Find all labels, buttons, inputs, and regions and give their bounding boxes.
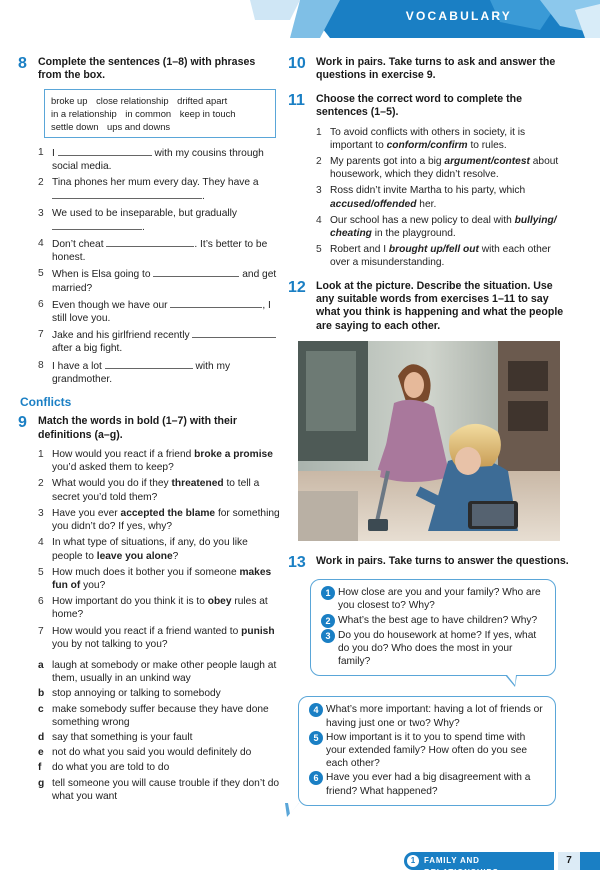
phrase: in a relationship — [51, 107, 117, 119]
answer-blank[interactable] — [52, 220, 142, 230]
question-item: 4 In what type of situations, if any, do you like people to leave you alone? — [38, 537, 248, 562]
sentence-item: 6 Even though we have our , I still love you. — [38, 298, 271, 325]
exercise-instruction: Work in pairs. Take turns to answer the questions. — [316, 555, 569, 568]
exercise-number: 11 — [288, 91, 305, 109]
sentence-item: 5 When is Elsa going to and get married? — [38, 268, 277, 294]
question-item: 3 Have you ever accepted the blame for something you didn’t do? If yes, why? — [38, 507, 280, 533]
exercise-instruction: Match the words in bold (1–7) with their definitions (a–g). — [38, 415, 237, 441]
sentence-item: 3 Ross didn’t invite Martha to his party, which accused/offended her. — [316, 185, 526, 210]
question-number-badge: 2 — [321, 614, 335, 628]
sentence-item: 5 Robert and I brought up/fell out with each other over a misunderstanding. — [316, 244, 551, 269]
footer-decoration — [580, 852, 600, 870]
bubble-question: 6 Have you ever had a big disagreement with a friend? What happened? — [309, 771, 547, 797]
sentence-item: 8 I have a lot with my grandmother. — [38, 359, 231, 385]
question-item: 5 How much does it bother you if someone makes fun of you? — [38, 566, 272, 591]
phrase: drifted apart — [177, 94, 228, 106]
page-number: 7 — [558, 852, 580, 870]
definition-item: f do what you are told to do — [38, 762, 170, 774]
exercise-12-heading — [288, 280, 570, 334]
question-number-badge: 6 — [309, 771, 323, 785]
header-banner — [0, 0, 600, 38]
bubble-question: 5 How important is it to you to spend time with your extended family? How often do you see each other? — [309, 731, 547, 771]
exercise-9-heading — [18, 415, 280, 442]
sentence-item: 1 To avoid conflicts with others in society, it is important to conform/confirm to rules. — [316, 126, 526, 151]
question-item: 2 What would you do if they threatened to tell a secret you’d told them? — [38, 478, 260, 503]
exercise-8-heading — [18, 56, 280, 83]
answer-blank[interactable] — [106, 237, 194, 247]
word-choice[interactable]: brought up/fell out — [388, 244, 479, 256]
bubble-tail-inner — [288, 803, 299, 814]
exercise-number: 12 — [288, 278, 306, 296]
word-choice[interactable]: argument/contest — [444, 156, 530, 168]
exercise-instruction: Work in pairs. Take turns to ask and answer the questions in exercise 9. — [316, 56, 556, 82]
question-item: 7 How would you react if a friend wanted to punish you by not talking to you? — [38, 625, 275, 650]
question-number-badge: 3 — [321, 629, 335, 643]
sentence-item: 3 We used to be inseparable, but gradually . — [38, 207, 238, 233]
answer-blank[interactable] — [192, 328, 276, 338]
question-number-badge: 5 — [309, 731, 323, 745]
answer-blank[interactable] — [153, 267, 239, 277]
bubble-question: 3 Do you do housework at home? If yes, what do you do? Who does the most in your family? — [321, 629, 547, 669]
exercise-number: 9 — [18, 414, 27, 432]
exercise-instruction: Choose the correct word to complete the sentences (1–5). — [316, 92, 523, 119]
sentence-item: 4 Our school has a new policy to deal with bullying/ cheating in the playground. — [316, 214, 557, 240]
question-item: 6 How important do you think it is to obey rules at home? — [38, 596, 268, 621]
family-photo — [298, 341, 560, 541]
definition-item: c make somebody suffer because they have done something wrong — [38, 703, 269, 728]
definition-item: b stop annoying or talking to somebody — [38, 688, 221, 700]
speech-bubble-2 — [298, 696, 556, 805]
exercise-number: 13 — [288, 554, 306, 572]
answer-blank[interactable] — [58, 146, 152, 156]
exercise-10-heading — [288, 56, 570, 83]
question-number-badge: 1 — [321, 586, 335, 600]
bubble-question: 4 What’s more important: having a lot of friends or having just one or two? Why? — [309, 703, 547, 729]
exercise-13-heading — [288, 555, 570, 571]
exercise-11-heading — [288, 93, 570, 120]
phrase: close relationship — [96, 94, 169, 106]
phrase-box — [44, 89, 276, 138]
bubble-question: 2 What’s the best age to have children? Why? — [321, 614, 547, 628]
question-item: 1 How would you react if a friend broke a promise you’d asked them to keep? — [38, 449, 273, 474]
sentence-item: 7 Jake and his girlfriend recently after a big fight. — [18, 328, 280, 355]
definition-item: e not do what you said you would definitely do — [38, 747, 252, 759]
answer-blank[interactable] — [52, 189, 202, 199]
section-heading-conflicts: Conflicts — [20, 395, 72, 410]
answer-blank[interactable] — [170, 298, 262, 308]
phrase: settle down — [51, 120, 99, 132]
sentence-item: 2 Tina phones her mum every day. They have a . — [38, 177, 259, 203]
definition-item: d say that something is your fault — [38, 731, 193, 743]
phrase: broke up — [51, 94, 88, 106]
unit-number-badge: 1 — [407, 855, 419, 867]
photo-illustration — [298, 341, 560, 541]
exercise-instruction: Look at the picture. Describe the situation. Use any suitable words from exercises 1–11 to say what you think is happening and what the people are saying to each other. — [316, 279, 564, 332]
phrase: keep in touch — [179, 107, 236, 119]
sentence-item: 4 Don’t cheat . It’s better to be honest. — [38, 238, 268, 264]
definition-item: g tell someone you will cause trouble if they don’t do what you want — [38, 777, 280, 802]
phrase: ups and downs — [107, 120, 171, 132]
bubble-tail-inner — [507, 675, 516, 685]
exercise-instruction: Complete the sentences (1–8) with phrases from the box. — [38, 56, 256, 82]
bubble-question: 1 How close are you and your family? Who are you closest to? Why? — [321, 586, 547, 612]
word-choice[interactable]: accused/offended — [330, 198, 417, 210]
question-number-badge: 4 — [309, 703, 323, 717]
definition-item: a laugh at somebody or make other people laugh at them, usually in an unkind way — [38, 659, 277, 685]
header-title: VOCABULARY — [405, 9, 512, 23]
word-choice[interactable]: conform/confirm — [386, 139, 468, 151]
speech-bubble-1 — [310, 579, 556, 676]
answer-blank[interactable] — [105, 359, 193, 369]
exercise-number: 10 — [288, 55, 306, 72]
sentence-item: 1 I with my cousins through social media. — [38, 146, 264, 173]
right-column — [288, 56, 570, 816]
exercise-number: 8 — [18, 55, 27, 72]
phrase: in common — [125, 107, 172, 119]
unit-title: FAMILY AND RELATIONSHIPS — [424, 856, 499, 877]
left-column — [18, 56, 280, 805]
sentence-item: 2 My parents got into a big argument/contest about housework, which they didn’t resolve. — [316, 156, 559, 181]
unit-footer-tab — [404, 852, 554, 877]
word-choice[interactable]: bullying/ cheating — [330, 214, 557, 240]
